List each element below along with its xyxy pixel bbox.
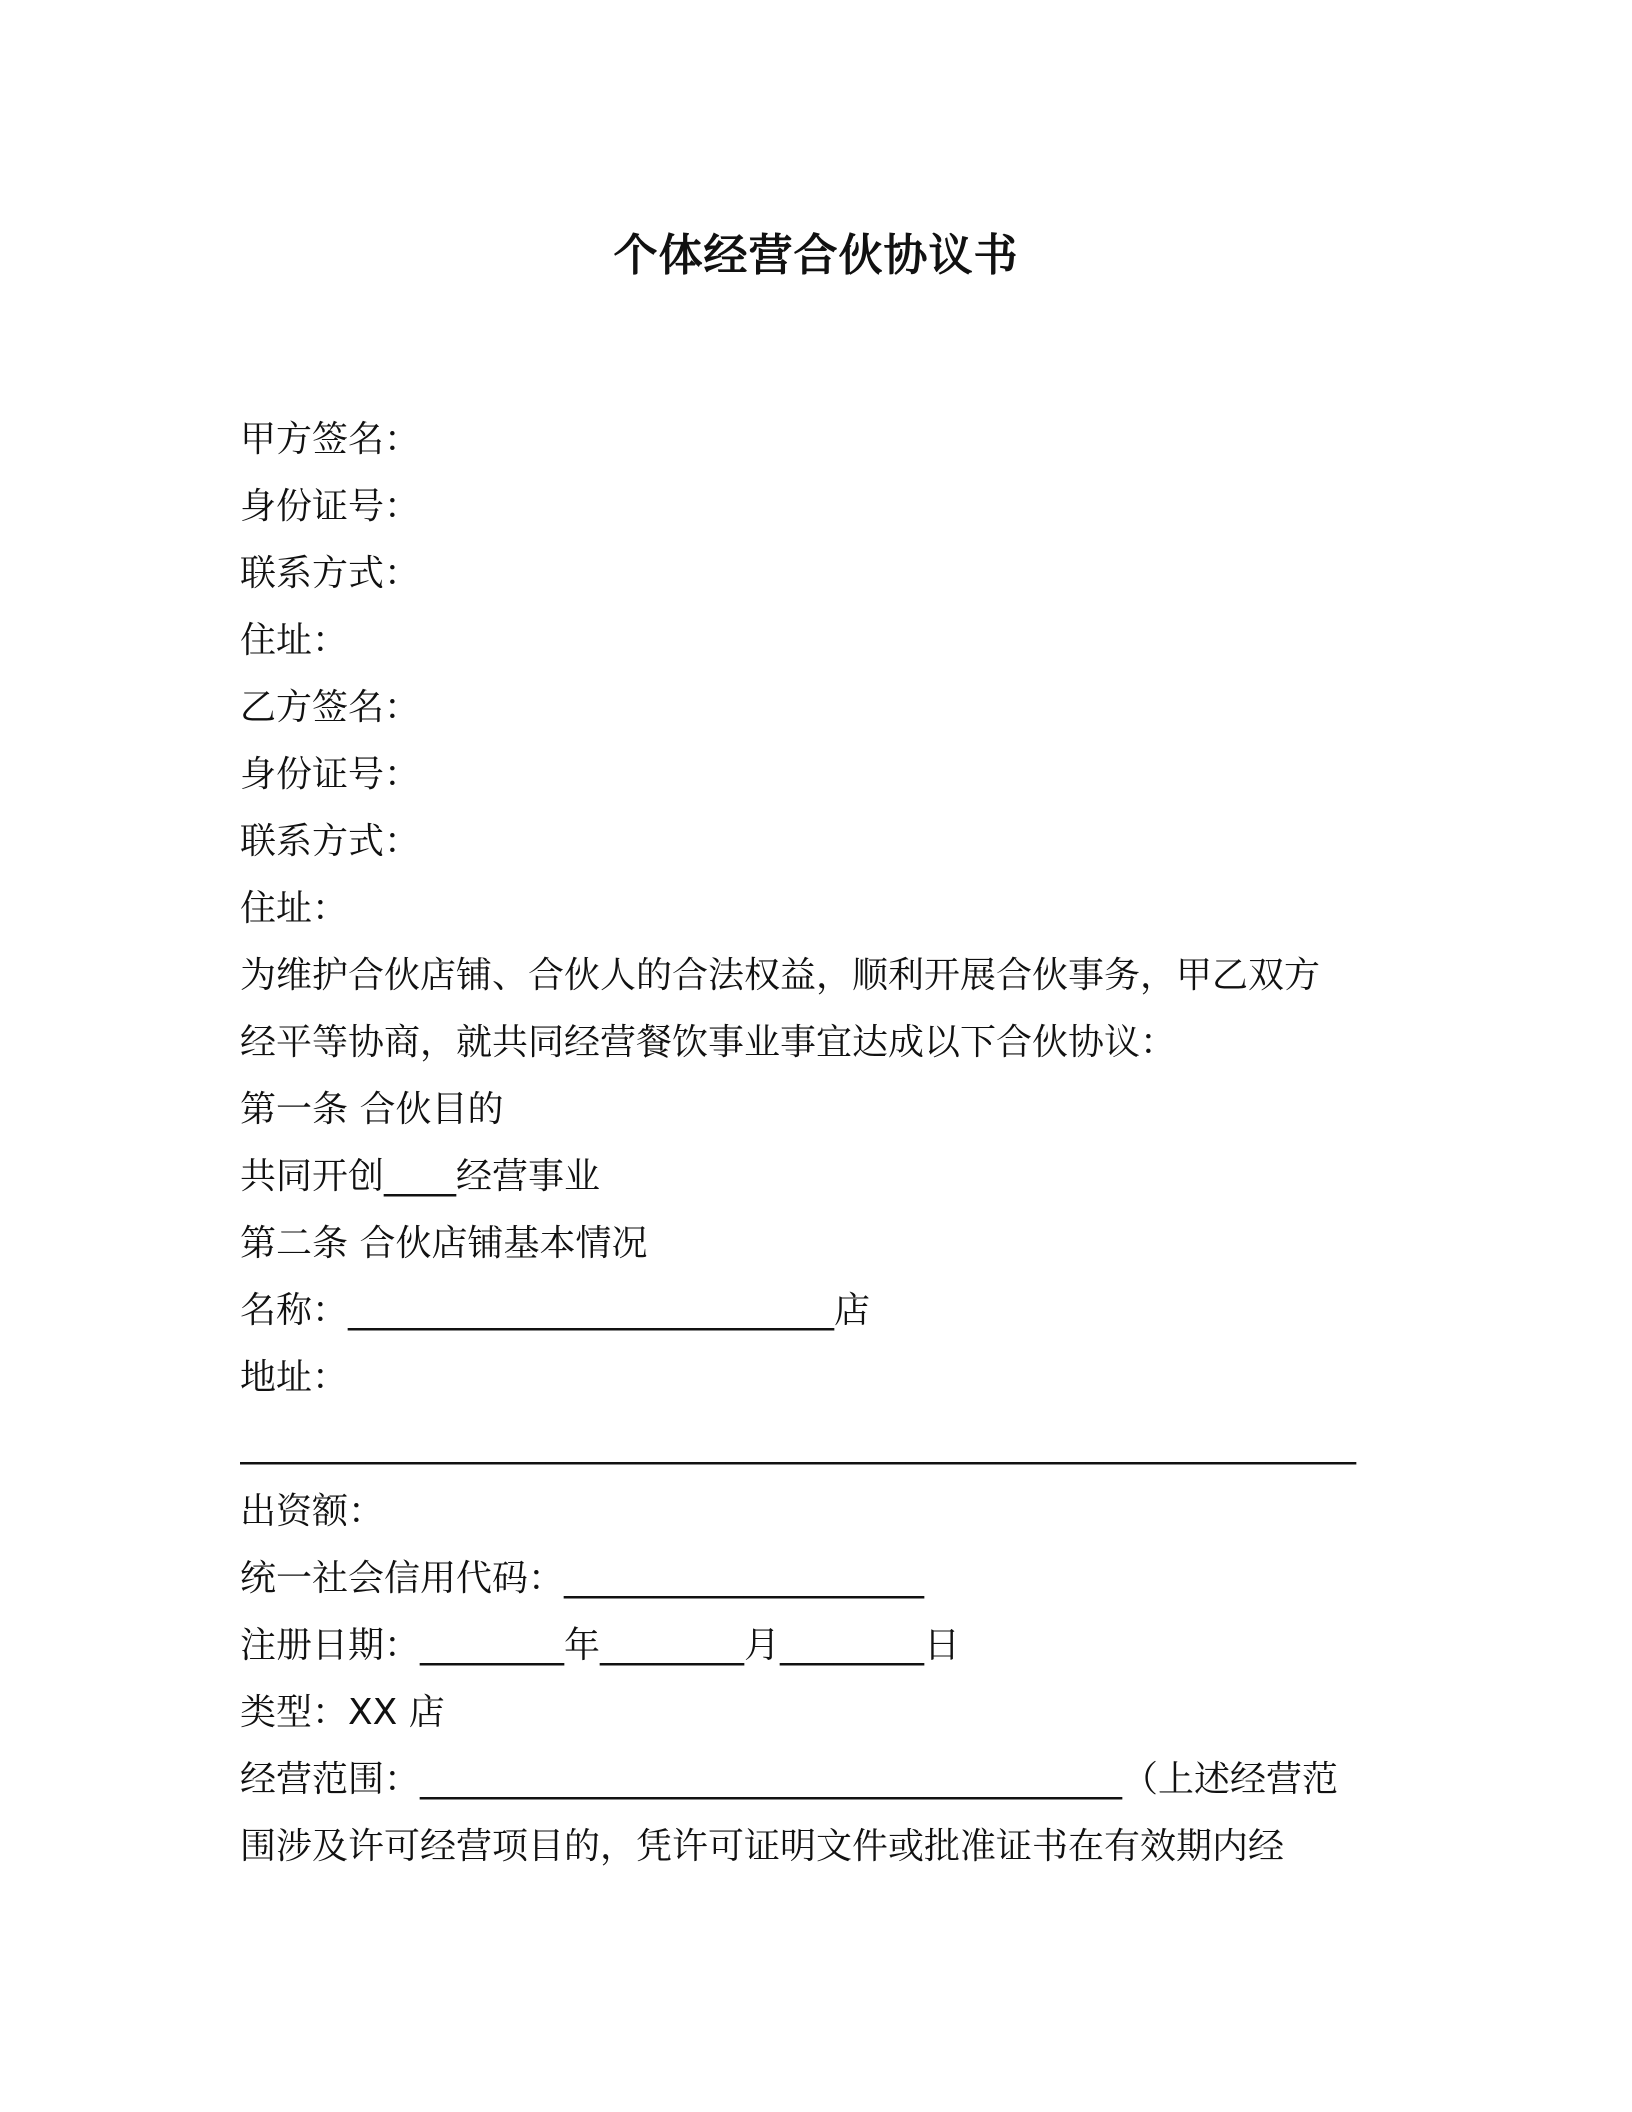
registration-date-line: 注册日期：________年________月________日 xyxy=(240,1625,961,1666)
capital-line: 出资额： xyxy=(240,1491,385,1532)
shop-address-blank: ______________________________________________________________ xyxy=(240,1424,1356,1465)
preamble-line-1: 为维护合伙店铺、合伙人的合法权益，顺利开展合伙事务，甲乙双方 xyxy=(240,955,1321,996)
preamble-line-2: 经平等协商，就共同经营餐饮事业事宜达成以下合伙协议： xyxy=(240,1022,1177,1063)
business-scope-line-2: 围涉及许可经营项目的，凭许可证明文件或批准证书在有效期内经 xyxy=(240,1826,1285,1867)
article-2-heading: 第二条 合伙店铺基本情况 xyxy=(240,1223,648,1264)
business-scope-line-1: 经营范围：_______________________________________（上述经营范 xyxy=(240,1759,1339,1800)
shop-type-line: 类型：XX 店 xyxy=(240,1692,445,1733)
party-b-contact-line: 联系方式： xyxy=(240,821,421,862)
party-b-signature-line: 乙方签名： xyxy=(240,687,421,728)
article-1-heading: 第一条 合伙目的 xyxy=(240,1089,504,1130)
party-a-signature-line: 甲方签名： xyxy=(240,419,421,460)
party-a-contact-line: 联系方式： xyxy=(240,553,421,594)
party-b-id-line: 身份证号： xyxy=(240,754,421,795)
credit-code-line: 统一社会信用代码：____________________ xyxy=(240,1558,925,1599)
shop-address-label: 地址： xyxy=(240,1357,349,1398)
document-title: 个体经营合伙协议书 xyxy=(613,230,1019,281)
article-1-text: 共同开创____经营事业 xyxy=(240,1156,601,1197)
shop-name-line: 名称：___________________________店 xyxy=(240,1290,871,1331)
document-body xyxy=(240,406,1400,1880)
party-b-address-line: 住址： xyxy=(240,888,349,929)
party-a-address-line: 住址： xyxy=(240,620,349,661)
party-a-id-line: 身份证号： xyxy=(240,486,421,527)
